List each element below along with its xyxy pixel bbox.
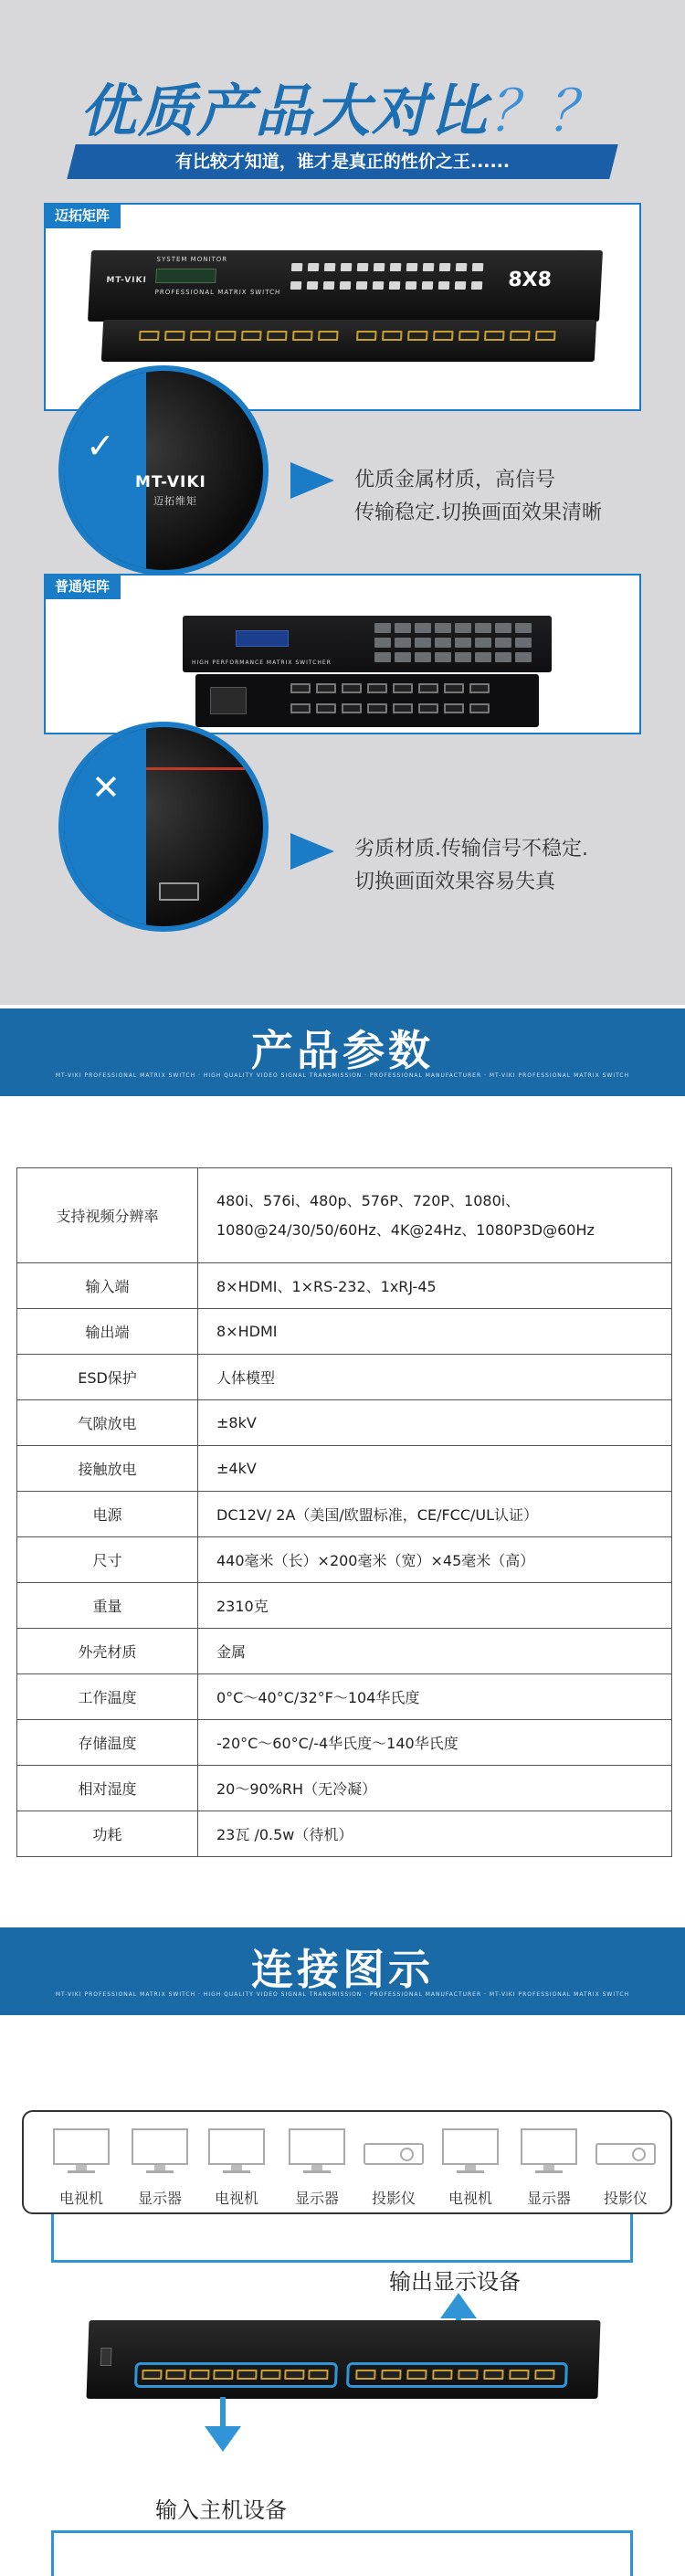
device-label: 显示器 bbox=[137, 2190, 182, 2207]
table-row bbox=[17, 1629, 672, 1674]
premium-arrow-icon bbox=[290, 462, 334, 499]
param-key: 重量 bbox=[17, 1583, 198, 1629]
table-row bbox=[17, 1168, 672, 1263]
device-tv-1 bbox=[47, 2112, 115, 2214]
ordinary-arrow-icon bbox=[290, 833, 334, 870]
ordinary-matrix-panel bbox=[44, 574, 641, 734]
monitor-icon bbox=[132, 2128, 188, 2165]
table-row bbox=[17, 1400, 672, 1446]
monitor-icon bbox=[521, 2128, 577, 2165]
param-value: 20～90%RH（无冷凝） bbox=[198, 1766, 672, 1811]
param-key: 相对湿度 bbox=[17, 1766, 198, 1811]
device-tv-3 bbox=[437, 2112, 504, 2214]
param-value: 金属 bbox=[198, 1629, 672, 1674]
table-row bbox=[17, 1309, 672, 1355]
param-key: 外壳材质 bbox=[17, 1629, 198, 1674]
hero-subtitle: 有比较才知道，谁才是真正的性价之王...... bbox=[174, 152, 511, 172]
premium-tag: 迈拓矩阵 bbox=[44, 203, 121, 228]
matrix-device bbox=[86, 2320, 600, 2399]
device-monitor-2 bbox=[283, 2112, 351, 2214]
device-monitor-3 bbox=[515, 2112, 583, 2214]
output-label: 输出显示设备 bbox=[389, 2269, 521, 2295]
connect-banner bbox=[0, 1927, 685, 2015]
device-label: 显示器 bbox=[294, 2190, 339, 2207]
premium-lcd-screen bbox=[155, 269, 216, 283]
param-value: 23瓦 /0.5w（待机） bbox=[198, 1811, 672, 1857]
param-value: -20°C～60°C/-4华氏度～140华氏度 bbox=[198, 1720, 672, 1766]
param-key: 气隙放电 bbox=[17, 1400, 198, 1446]
monitor-icon bbox=[289, 2128, 345, 2165]
ordinary-lcd-screen bbox=[236, 630, 289, 647]
premium-device-logo: MT-VIKI bbox=[106, 276, 148, 285]
param-value: 440毫米（长）×200毫米（宽）×45毫米（高） bbox=[198, 1537, 672, 1583]
param-key: 支持视频分辨率 bbox=[17, 1168, 198, 1263]
param-key: 输入端 bbox=[17, 1263, 198, 1309]
param-value: 8×HDMI bbox=[198, 1309, 672, 1355]
premium-device-image bbox=[88, 250, 603, 322]
table-row bbox=[17, 1674, 672, 1720]
param-value: DC12V/ 2A（美国/欧盟标准，CE/FCC/UL认证） bbox=[198, 1492, 672, 1537]
param-key: 接触放电 bbox=[17, 1446, 198, 1492]
table-row bbox=[17, 1263, 672, 1309]
params-table bbox=[16, 1167, 672, 1857]
param-value: 480i、576i、480p、576P、720P、1080i、 1080@24/30/50/60Hz、4K@24Hz、1080P3D@60Hz bbox=[198, 1168, 672, 1263]
device-label: 电视机 bbox=[58, 2190, 103, 2207]
table-row bbox=[17, 1811, 672, 1857]
zoom-logo-cn: 迈拓维矩 bbox=[153, 495, 197, 507]
device-monitor-1 bbox=[126, 2112, 194, 2214]
device-label: 电视机 bbox=[214, 2190, 258, 2207]
premium-description: 优质金属材质，高信号 传输稳定.切换画面效果清晰 bbox=[354, 469, 602, 524]
device-label: 投影仪 bbox=[371, 2190, 416, 2207]
comparison-section bbox=[0, 0, 685, 1005]
param-key: 电源 bbox=[17, 1492, 198, 1537]
table-row bbox=[17, 1720, 672, 1766]
param-key: ESD保护 bbox=[17, 1355, 198, 1400]
tv-icon bbox=[442, 2128, 499, 2165]
output-bracket-left bbox=[51, 2214, 54, 2262]
param-value: 8×HDMI、1×RS-232、1xRJ-45 bbox=[198, 1263, 672, 1309]
premium-zoom-circle bbox=[58, 365, 269, 575]
connect-title: 连接图示 bbox=[251, 1945, 434, 1994]
ordinary-hdmi-port-closeup bbox=[159, 882, 199, 901]
projector-icon bbox=[364, 2143, 424, 2165]
output-bracket-right bbox=[630, 2214, 633, 2262]
device-projector-1 bbox=[360, 2112, 427, 2214]
table-row bbox=[17, 1355, 672, 1400]
device-projector-2 bbox=[592, 2112, 659, 2214]
param-value: ±8kV bbox=[198, 1400, 672, 1446]
param-key: 输出端 bbox=[17, 1309, 198, 1355]
param-value: ±4kV bbox=[198, 1446, 672, 1492]
device-tv-2 bbox=[203, 2112, 270, 2214]
device-label: 投影仪 bbox=[603, 2190, 648, 2207]
output-bracket-bottom bbox=[51, 2260, 633, 2263]
ordinary-zoom-circle bbox=[58, 722, 269, 932]
input-label: 输入主机设备 bbox=[155, 2497, 287, 2523]
params-fine-print: MT-VIKI PROFESSIONAL MATRIX SWITCH · HIGH QUALITY VIDEO SIGNAL TRANSMISSION · PROFESSIONAL MANUFACTURER · MT-VIKI PROFESSIONAL MATRIX SWITCH bbox=[55, 1072, 630, 1079]
ordinary-description: 劣质材质.传输信号不稳定. 切换画面效果容易失真 bbox=[354, 838, 588, 893]
projector-icon bbox=[595, 2143, 656, 2165]
display-devices-box bbox=[22, 2110, 672, 2214]
param-key: 存储温度 bbox=[17, 1720, 198, 1766]
device-label: 显示器 bbox=[526, 2190, 571, 2207]
tv-icon bbox=[53, 2128, 110, 2165]
ordinary-red-line bbox=[146, 767, 269, 770]
power-switch bbox=[100, 2348, 112, 2366]
premium-model-label: 8X8 bbox=[507, 269, 553, 291]
param-value: 人体模型 bbox=[198, 1355, 672, 1400]
ordinary-device-text: HIGH PERFORMANCE MATRIX SWITCHER bbox=[192, 660, 332, 666]
param-value: 0°C～40°C/32°F～104华氏度 bbox=[198, 1674, 672, 1720]
ordinary-device-image bbox=[183, 616, 552, 672]
input-bracket-right bbox=[630, 2530, 633, 2576]
connect-fine-print: MT-VIKI PROFESSIONAL MATRIX SWITCH · HIGH QUALITY VIDEO SIGNAL TRANSMISSION · PROFESSIONAL MANUFACTURER · MT-VIKI PROFESSIONAL MATRIX SWITCH bbox=[55, 1991, 630, 1998]
param-key: 尺寸 bbox=[17, 1537, 198, 1583]
check-icon: ✓ bbox=[86, 426, 115, 466]
param-key: 工作温度 bbox=[17, 1674, 198, 1720]
ordinary-tag: 普通矩阵 bbox=[44, 574, 121, 599]
hero-headline: 优质产品大对比？？ bbox=[79, 78, 606, 144]
premium-device-rear bbox=[101, 320, 596, 362]
zoom-logo: MT-VIKI bbox=[135, 473, 206, 491]
params-banner bbox=[0, 1008, 685, 1096]
table-row bbox=[17, 1537, 672, 1583]
input-arrow-icon bbox=[205, 2426, 241, 2452]
param-value: 2310克 bbox=[198, 1583, 672, 1629]
cross-icon: ✕ bbox=[91, 767, 121, 808]
table-row bbox=[17, 1766, 672, 1811]
input-bracket-top bbox=[51, 2530, 633, 2533]
table-row bbox=[17, 1446, 672, 1492]
premium-device-text2: PROFESSIONAL MATRIX SWITCH bbox=[154, 289, 281, 296]
table-row bbox=[17, 1583, 672, 1629]
tv-icon bbox=[208, 2128, 265, 2165]
params-title: 产品参数 bbox=[251, 1026, 434, 1075]
premium-device-text1: SYSTEM MONITOR bbox=[156, 256, 228, 263]
output-arrow-icon bbox=[440, 2293, 477, 2318]
param-key: 功耗 bbox=[17, 1811, 198, 1857]
device-label: 电视机 bbox=[448, 2190, 492, 2207]
input-bracket-left bbox=[51, 2530, 54, 2576]
table-row bbox=[17, 1492, 672, 1537]
ordinary-device-rear bbox=[195, 674, 539, 727]
